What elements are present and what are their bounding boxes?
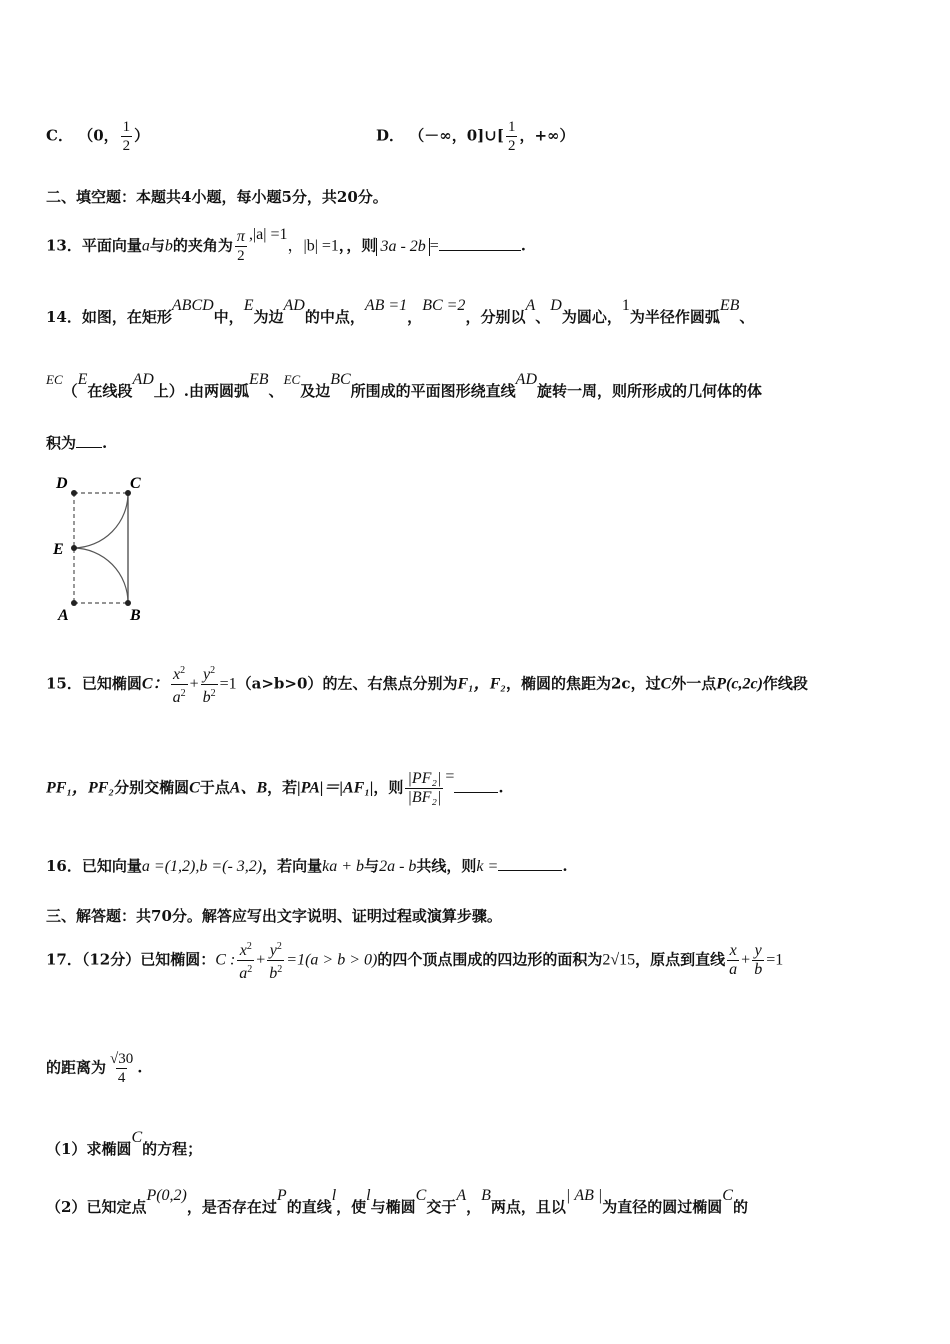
rectangle-arc-figure xyxy=(50,468,160,628)
arc-eb xyxy=(74,548,128,603)
point-e xyxy=(71,545,77,551)
question-17: 17．（12分）已知椭圆：C : $\frac{x^2}{a^2}$ + $\frac{y^2}{b^2}$ =1(a > b > 0)的四个顶点围成的四边形的面积为2√15，原点到直线 $\frac{x}{a}$ + $\frac{y}{b}$ =1 xyxy=(46,941,784,982)
fraction-half: $\frac{1}{2}$ xyxy=(122,119,131,154)
option-c: C． （0， $\frac{1}{2}$ ） xyxy=(46,119,150,154)
point-b xyxy=(125,600,131,606)
fraction-sqrt30-over-4: $\frac{√30}{4}$ xyxy=(110,1051,134,1086)
question-17-part-1: （1）求椭圆C的方程； xyxy=(46,1129,203,1158)
question-15: 15．已知椭圆C： $\frac{x^2}{a^2}$ + $\frac{y^2}{b^2}$ =1（a>b>0）的左、右焦点分别为F₁，F₂，椭圆的焦距为2c，过C外一点P(c,2c)作线段 xyxy=(46,665,808,706)
question-15-line-2: PF₁，PF₂分别交椭圆C于点A、B，若|PA|＝|AF₁|，则 $\frac{\text{|PF₂|}}{\text{|BF₂|}}$ =. xyxy=(46,767,504,806)
fraction-pf2-bf2: $\frac{\text{|PF₂|}}{\text{|BF₂|}}$ xyxy=(407,770,442,806)
question-14-line-3: 积为 . xyxy=(46,434,108,452)
question-14: 14．如图，在矩形ABCD中，E为边AD的中点，AB =1，BC =2，分别以A、D为圆心，1为半径作圆弧EB、 xyxy=(46,297,755,326)
answer-blank xyxy=(498,868,562,871)
arc-ec xyxy=(74,493,128,548)
label-d: D xyxy=(56,475,68,492)
point-a xyxy=(71,600,77,606)
label-a: A xyxy=(58,607,69,624)
figure-svg xyxy=(50,468,160,628)
fraction-pi-over-2: $\frac{\pi}{2}$ xyxy=(236,228,245,264)
point-d xyxy=(71,490,77,496)
label-e: E xyxy=(53,541,64,558)
abs-expression: 3a - 2b xyxy=(376,238,429,256)
question-17-part-2: （2）已知定点P(0,2)，是否存在过P的直线l，使l与椭圆C交于A，B两点，且以| AB |为直径的圆过椭圆C的 xyxy=(46,1187,748,1216)
option-d: D． （－∞，0]∪[ $\frac{1}{2}$ ，+∞） xyxy=(376,119,575,154)
answer-blank xyxy=(439,248,521,251)
section-heading-solutions: 三、解答题：共70分。解答应写出文字说明、证明过程或演算步骤。 xyxy=(46,907,502,925)
question-17-line-2: 的距离为 $\frac{√30}{4}$ . xyxy=(46,1051,143,1086)
answer-blank xyxy=(76,445,102,448)
answer-blank xyxy=(454,790,498,793)
fraction-half: $\frac{1}{2}$ xyxy=(507,119,516,154)
section-heading-fill-in: 二、填空题：本题共4小题，每小题5分，共20分。 xyxy=(46,188,388,206)
label-c: C xyxy=(130,475,141,492)
label-b: B xyxy=(130,607,141,624)
question-13: 13．平面向量a与b的夹角为 $\frac{\pi}{2}$ ,|a| =1，|b| =1，，则 3a - 2b = . xyxy=(46,225,527,264)
question-16: 16．已知向量a =(1,2),b =(- 3,2)，若向量ka + b与2a - b共线，则k = . xyxy=(46,857,568,875)
question-14-line-2: EC（E在线段AD上）.由两圆弧EB、EC及边BC所围成的平面图形绕直线AD旋转一周，则所形成的几何体的体 xyxy=(46,371,763,400)
